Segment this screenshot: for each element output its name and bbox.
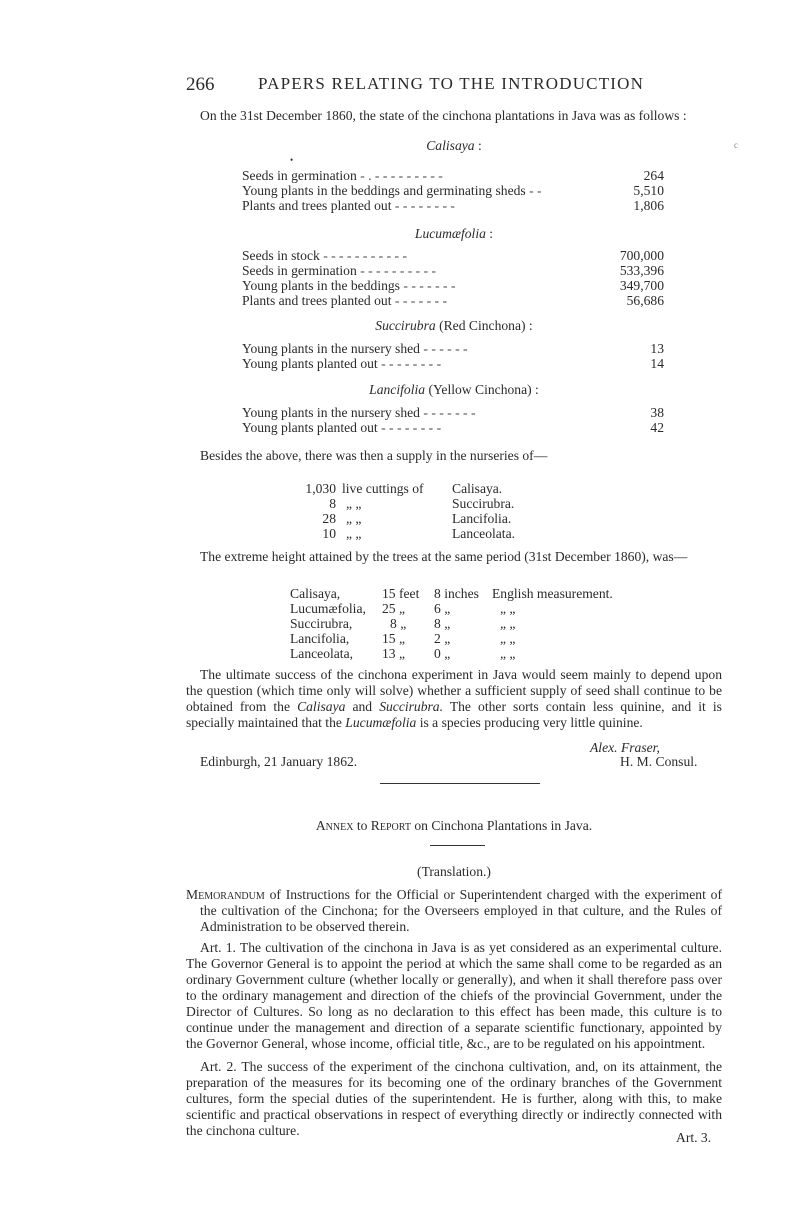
table-lucumaefolia xyxy=(242,248,664,308)
divider xyxy=(380,783,540,784)
page-number: 266 xyxy=(186,74,215,95)
table-row: Young plants in the beddings - - - - - - - 349,700 xyxy=(242,278,664,293)
table-row: Seeds in germination - . - - - - - - - - - 264 xyxy=(242,168,664,183)
table-row: 10 „ „ Lanceolata. xyxy=(322,526,516,541)
signature-title: H. M. Consul. xyxy=(620,754,698,769)
signature-name: Alex. Fraser, xyxy=(590,740,660,755)
table-row: 28 „ „ Lancifolia. xyxy=(322,511,512,526)
table-row: Lancifolia, 15 „ 2 „ „ „ xyxy=(290,631,516,646)
section-heading-lancifolia: Lancifolia (Yellow Cinchona) : xyxy=(369,382,539,397)
article-2: Art. 2. The success of the experiment of the cinchona cultivation, and, on its attainment, the preparation of the measures for its becoming one of the ordinary branches of the Government cultures, form the special duties of the superintendent. He is further, along with this, to make scientific and practical observations in respect of everything directly or indirectly connected with the cinchona culture. xyxy=(186,1059,722,1138)
table-row: Young plants planted out - - - - - - - - 42 xyxy=(242,420,664,435)
table-row: Succirubra, 8 „ 8 „ „ „ xyxy=(290,616,516,631)
table-row: Young plants in the nursery shed - - - - - - - 38 xyxy=(242,405,664,420)
table-row: Calisaya, 15 feet 8 inches English measurement. xyxy=(290,586,613,601)
table-row: Young plants planted out - - - - - - - - 14 xyxy=(242,356,664,371)
section-heading-succirubra: Succirubra (Red Cinchona) : xyxy=(375,318,533,333)
extreme-height-paragraph: The extreme height attained by the trees at the same period (31st December 1860), was— xyxy=(200,549,688,564)
table-row: Young plants in the beddings and germinating sheds - - 5,510 xyxy=(242,183,664,198)
table-calisaya xyxy=(242,168,664,213)
table-row: Seeds in germination - - - - - - - - - - 533,396 xyxy=(242,263,664,278)
place-date: Edinburgh, 21 January 1862. xyxy=(200,754,358,769)
ink-mark: • xyxy=(290,155,294,165)
table-row: Plants and trees planted out - - - - - - - - 1,806 xyxy=(242,198,664,213)
table-row: 1,030 live cuttings of Calisaya. xyxy=(305,481,503,496)
article-1: Art. 1. The cultivation of the cinchona in Java is as yet considered as an experimental culture. The Governor General is to appoint the period at which the same shall come to be regarded as an ordinary Government culture (whether locally or generally), and when it shall therefore pass over to the ordinary management and direction of the chiefs of the provincial Government, under the Director of Cultures. So long as no declaration to this effect has been made, this culture is to continue under the management and direction of a separate scientific functionary, appointed by the Governor General, whose income, official title, &c., are to be regulated on his appointment. xyxy=(186,940,722,1051)
table-row: Lucumæfolia, 25 „ 6 „ „ „ xyxy=(290,601,516,616)
table-succirubra xyxy=(242,341,664,371)
table-lancifolia xyxy=(242,405,664,435)
catchword: Art. 3. xyxy=(676,1130,712,1145)
annex-title: Annex to Report on Cinchona Plantations in Java. xyxy=(315,818,593,833)
heights-table xyxy=(290,586,613,661)
table-row: Plants and trees planted out - - - - - - - 56,686 xyxy=(242,293,664,308)
ultimate-success-paragraph: The ultimate success of the cinchona experiment in Java would seem mainly to depend upon the question (which time only will solve) whether a sufficient supply of seed shall continue to be obtained from the Calisaya and Succirubra. The other sorts contain less quinine, and it is specially maintained that the Lucumæfolia is a species producing very little quinine. xyxy=(186,667,722,730)
table-row: Young plants in the nursery shed - - - - - - 13 xyxy=(242,341,664,356)
running-title: PAPERS RELATING TO THE INTRODUCTION xyxy=(258,74,645,93)
cuttings-table xyxy=(298,481,515,541)
section-heading-calisaya: Calisaya : xyxy=(426,138,482,153)
table-row: Seeds in stock - - - - - - - - - - - 700,000 xyxy=(242,248,664,263)
table-row: 8 „ „ Succirubra. xyxy=(329,496,515,511)
besides-paragraph: Besides the above, there was then a supply in the nurseries of— xyxy=(200,448,548,463)
short-divider xyxy=(430,845,485,846)
translation-note: (Translation.) xyxy=(417,864,491,879)
section-heading-lucumaefolia: Lucumæfolia : xyxy=(414,226,494,241)
memorandum-paragraph: Memorandum of Instructions for the Official or Superintendent charged with the experiment of the cultivation of the Cinchona; for the Overseers employed in that culture, and the Rules of Administration to be observed therein. xyxy=(186,887,722,934)
margin-mark: c xyxy=(734,140,738,150)
intro-paragraph: On the 31st December 1860, the state of the cinchona plantations in Java was as follows : xyxy=(200,108,687,123)
table-row: Lanceolata, 13 „ 0 „ „ „ xyxy=(290,646,516,661)
